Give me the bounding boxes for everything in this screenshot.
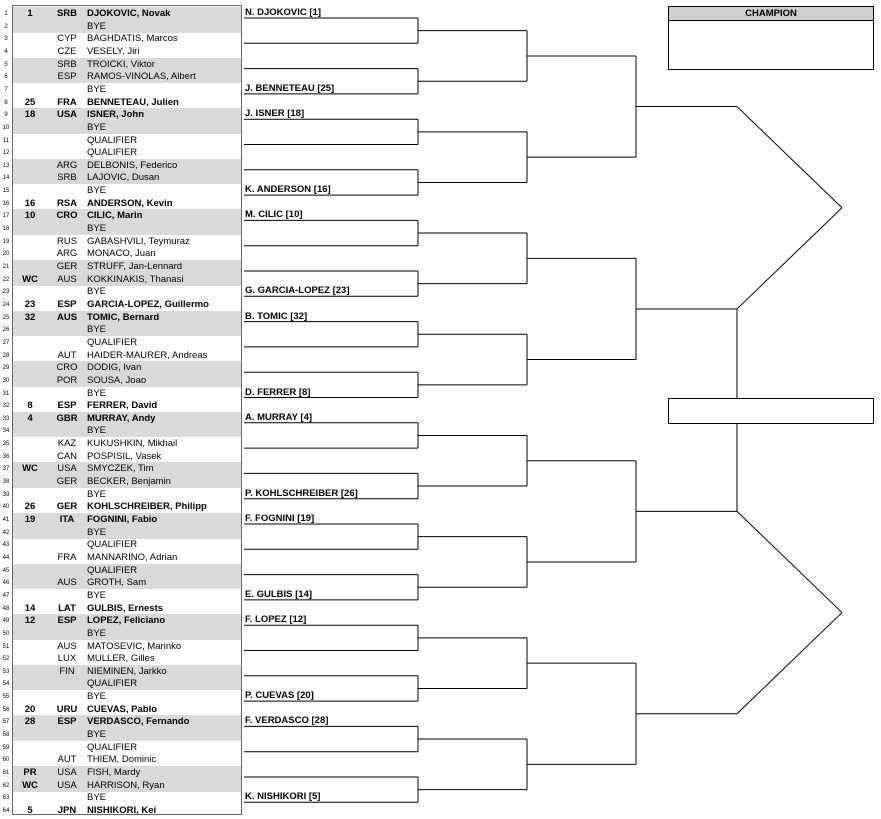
draw-position: 46 xyxy=(2,580,10,587)
draw-position: 25 xyxy=(2,314,10,321)
draw-position: 64 xyxy=(2,807,10,814)
country-code: GER xyxy=(56,261,78,272)
draw-position: 54 xyxy=(2,681,10,688)
champion-box xyxy=(668,6,874,70)
player-name: BYE xyxy=(87,589,107,601)
country-code: URU xyxy=(56,703,78,715)
draw-position: 19 xyxy=(2,238,10,245)
country-code: SRB xyxy=(57,172,77,184)
seed: 23 xyxy=(24,298,36,310)
draw-position: 60 xyxy=(2,757,10,764)
draw-position: 40 xyxy=(2,504,10,511)
semifinal-line xyxy=(737,613,842,714)
player-name: HAIDER-MAURER, Andreas xyxy=(87,349,208,361)
draw-position: 2 xyxy=(4,23,8,30)
country-code: CYP xyxy=(57,33,77,45)
player-name: STRUFF, Jan-Lennard xyxy=(87,261,183,272)
player-name: BECKER, Benjamin xyxy=(87,476,171,488)
draw-position: 8 xyxy=(4,99,8,106)
country-code: CRO xyxy=(56,362,78,374)
player-name: MURRAY, Andy xyxy=(87,412,156,424)
draw-position: 43 xyxy=(2,542,10,549)
draw-position: 63 xyxy=(2,795,10,802)
draw-position: 10 xyxy=(2,124,10,131)
draw-position: 12 xyxy=(2,150,10,157)
player-name: NISHIKORI, Kei xyxy=(87,804,157,816)
draw-position: 5 xyxy=(4,61,8,68)
round2-player: D. FERRER [8] xyxy=(245,386,311,398)
round2-player: P. KOHLSCHREIBER [26] xyxy=(245,487,358,499)
draw-position: 32 xyxy=(2,403,10,410)
draw-position: 48 xyxy=(2,605,10,612)
semifinal-line xyxy=(737,511,842,612)
round2-player: F. FOGNINI [19] xyxy=(245,513,315,524)
draw-position: 31 xyxy=(2,390,10,397)
player-name: POSPISIL, Vasek xyxy=(87,450,162,462)
seed: PR xyxy=(23,767,37,778)
draw-position: 1 xyxy=(4,11,8,17)
country-code: CAN xyxy=(56,450,78,462)
country-code: USA xyxy=(57,779,77,791)
draw-position: 16 xyxy=(2,200,10,207)
country-code: SRB xyxy=(56,8,78,19)
country-code: ESP xyxy=(57,400,77,412)
player-name: BYE xyxy=(87,20,107,32)
player-name: TROICKI, Viktor xyxy=(87,58,155,70)
player-name: BYE xyxy=(87,792,107,804)
player-name: KOHLSCHREIBER, Philipp xyxy=(87,501,207,513)
player-name: MATOSEVIC, Marinko xyxy=(87,640,182,652)
country-code: ARG xyxy=(56,159,78,171)
draw-position: 56 xyxy=(2,706,10,713)
player-name: FOGNINI, Fabio xyxy=(87,514,158,525)
player-name: GARCIA-LOPEZ, Guillermo xyxy=(87,298,209,310)
round2-player: A. MURRAY [4] xyxy=(245,411,313,423)
country-code: AUS xyxy=(57,640,77,652)
player-name: HARRISON, Ryan xyxy=(87,779,165,791)
draw-position: 33 xyxy=(2,415,10,422)
country-code: GER xyxy=(56,501,78,513)
seed: 16 xyxy=(24,197,36,209)
round2-player: B. TOMIC [32] xyxy=(245,310,308,322)
player-name: BYE xyxy=(87,121,107,133)
player-name: BYE xyxy=(87,286,107,298)
draw-position: 62 xyxy=(2,782,10,789)
player-name: RAMOS-VINOLAS, Albert xyxy=(87,71,196,83)
draw-position: 22 xyxy=(2,276,10,283)
draw-position: 20 xyxy=(2,251,10,258)
player-name: QUALIFIER xyxy=(87,564,138,576)
draw-position: 13 xyxy=(2,162,10,169)
player-name: BYE xyxy=(87,627,107,639)
draw-position: 14 xyxy=(2,175,10,182)
player-name: FISH, Mardy xyxy=(87,767,141,778)
player-name: BYE xyxy=(87,83,107,95)
country-code: USA xyxy=(57,463,77,475)
draw-position: 27 xyxy=(2,339,10,346)
draw-position: 6 xyxy=(4,74,8,81)
round2-player: K. NISHIKORI [5] xyxy=(245,791,321,803)
player-name: SOUSA, Joao xyxy=(87,374,147,386)
player-name: VESELY, Jiri xyxy=(87,45,140,57)
seed: 26 xyxy=(24,501,36,513)
player-name: GULBIS, Ernests xyxy=(87,602,164,614)
country-code: KAZ xyxy=(57,438,77,450)
draw-position: 35 xyxy=(2,441,10,448)
draw-position: 41 xyxy=(2,517,10,523)
seed: 10 xyxy=(24,210,36,222)
draw-position: 52 xyxy=(2,656,10,663)
round2-player: N. DJOKOVIC [1] xyxy=(245,7,322,18)
seed: WC xyxy=(22,463,38,475)
country-code: CZE xyxy=(57,45,77,57)
semifinal-line xyxy=(737,107,842,208)
draw-position: 28 xyxy=(2,352,10,359)
player-name: QUALIFIER xyxy=(87,336,138,348)
country-code: RSA xyxy=(56,197,78,209)
player-name: BYE xyxy=(87,324,107,336)
draw-position: 47 xyxy=(2,592,10,599)
seed: 5 xyxy=(27,804,33,816)
country-code: SRB xyxy=(57,58,77,70)
player-name: QUALIFIER xyxy=(87,741,138,753)
player-name: BYE xyxy=(87,223,107,235)
player-name: BYE xyxy=(87,488,107,500)
country-code: ITA xyxy=(59,514,75,525)
draw-position: 9 xyxy=(4,112,8,119)
player-name: SMYCZEK, Tim xyxy=(87,463,154,475)
draw-position: 53 xyxy=(2,668,10,675)
draw-position: 23 xyxy=(2,289,10,296)
player-name: QUALIFIER xyxy=(87,147,138,159)
player-name: BYE xyxy=(87,387,107,399)
country-code: GBR xyxy=(56,412,78,424)
country-code: ARG xyxy=(56,248,78,260)
player-name: TOMIC, Bernard xyxy=(87,311,160,323)
player-name: BYE xyxy=(87,526,107,538)
round2-player: M. CILIC [10] xyxy=(245,209,303,221)
draw-position: 42 xyxy=(2,529,10,536)
country-code: AUS xyxy=(56,311,78,323)
country-code: USA xyxy=(56,109,78,121)
player-name: DELBONIS, Federico xyxy=(87,159,178,171)
seed: 12 xyxy=(24,615,36,627)
player-name: QUALIFIER xyxy=(87,678,138,690)
seed: 1 xyxy=(27,8,33,19)
seed: WC xyxy=(22,273,38,285)
draw-position: 59 xyxy=(2,744,10,751)
seed: 20 xyxy=(24,703,36,715)
player-name: BYE xyxy=(87,729,107,741)
draw-position: 58 xyxy=(2,732,10,739)
final-winner-box xyxy=(668,398,874,424)
country-code: FRA xyxy=(57,551,77,563)
draw-position: 61 xyxy=(2,770,10,776)
draw-position: 24 xyxy=(2,301,10,308)
country-code: LUX xyxy=(57,653,77,665)
player-name: BYE xyxy=(87,425,107,437)
draw-position: 21 xyxy=(2,264,10,270)
country-code: AUT xyxy=(57,754,77,766)
player-name: CUEVAS, Pablo xyxy=(87,703,158,715)
player-name: BYE xyxy=(87,185,107,197)
draw-position: 38 xyxy=(2,479,10,486)
player-name: MULLER, Gilles xyxy=(87,653,155,665)
player-name: NIEMINEN, Jarkko xyxy=(87,665,167,677)
country-code: FIN xyxy=(59,665,75,677)
draw-position: 49 xyxy=(2,618,10,625)
player-name: BAGHDATIS, Marcos xyxy=(87,33,178,45)
player-name: GABASHVILI, Teymuraz xyxy=(87,235,190,247)
player-name: DODIG, Ivan xyxy=(87,362,142,374)
seed: WC xyxy=(22,779,38,791)
country-code: ESP xyxy=(57,298,77,310)
country-code: AUS xyxy=(57,273,77,285)
draw-position: 36 xyxy=(2,453,10,460)
draw-position: 17 xyxy=(2,213,10,220)
draw-position: 15 xyxy=(2,188,10,195)
country-code: LAT xyxy=(58,602,76,614)
country-code: POR xyxy=(56,374,78,386)
seed: 19 xyxy=(24,514,36,525)
round2-player: J. ISNER [18] xyxy=(245,108,305,120)
draw-position: 34 xyxy=(2,428,10,435)
round2-player: E. GULBIS [14] xyxy=(245,588,313,600)
draw-position: 45 xyxy=(2,567,10,574)
draw-position: 4 xyxy=(4,48,8,55)
draw-position: 3 xyxy=(4,36,8,43)
champion-header: CHAMPION xyxy=(669,7,873,21)
semifinal-line xyxy=(737,208,842,309)
player-name: QUALIFIER xyxy=(87,539,138,551)
round2-player: F. LOPEZ [12] xyxy=(245,614,307,626)
player-name: FERRER, David xyxy=(87,400,158,412)
player-name: BENNETEAU, Julien xyxy=(87,96,179,108)
seed: 14 xyxy=(24,602,36,614)
player-name: KUKUSHKIN, Mikhail xyxy=(87,438,178,450)
player-name: VERDASCO, Fernando xyxy=(87,716,190,728)
draw-position: 44 xyxy=(2,554,10,561)
round2-player: K. ANDERSON [16] xyxy=(245,184,331,196)
player-name: LAJOVIC, Dusan xyxy=(87,172,160,184)
country-code: AUS xyxy=(57,577,77,589)
draw-position: 50 xyxy=(2,630,10,637)
draw-position: 7 xyxy=(4,86,8,93)
seed: 8 xyxy=(27,400,33,412)
country-code: GER xyxy=(56,476,78,488)
player-name: CILIC, Marin xyxy=(87,210,143,222)
country-code: USA xyxy=(57,767,77,778)
draw-position: 30 xyxy=(2,377,10,384)
country-code: CRO xyxy=(56,210,78,222)
draw-position: 51 xyxy=(2,643,10,650)
draw-position: 29 xyxy=(2,365,10,372)
draw-position: 37 xyxy=(2,466,10,473)
draw-position: 39 xyxy=(2,491,10,498)
player-name: DJOKOVIC, Novak xyxy=(87,8,171,19)
player-name: MONACO, Juan xyxy=(87,248,156,260)
country-code: AUT xyxy=(57,349,77,361)
draw-position: 11 xyxy=(2,137,10,144)
player-name: QUALIFIER xyxy=(87,134,138,146)
round2-player: F. VERDASCO [28] xyxy=(245,715,329,727)
country-code: ESP xyxy=(57,615,77,627)
seed: 28 xyxy=(24,716,36,728)
draw-position: 18 xyxy=(2,226,10,233)
draw-position: 57 xyxy=(2,719,10,726)
seed: 4 xyxy=(27,412,33,424)
player-name: THIEM, Dominic xyxy=(87,754,157,766)
country-code: JPN xyxy=(57,804,77,816)
draw-position: 55 xyxy=(2,694,10,701)
player-name: BYE xyxy=(87,691,107,703)
seed: 18 xyxy=(24,109,36,121)
player-name: GROTH, Sam xyxy=(87,577,147,589)
round2-player: G. GARCIA-LOPEZ [23] xyxy=(245,285,350,297)
player-name: ANDERSON, Kevin xyxy=(87,197,173,209)
country-code: RUS xyxy=(56,235,78,247)
player-name: MANNARINO, Adrian xyxy=(87,551,178,563)
country-code: FRA xyxy=(57,96,77,108)
round2-player: P. CUEVAS [20] xyxy=(245,690,314,702)
round2-player: J. BENNETEAU [25] xyxy=(245,82,335,94)
player-name: LOPEZ, Feliciano xyxy=(87,615,166,627)
draw-position: 26 xyxy=(2,327,10,334)
player-name: KOKKINAKIS, Thanasi xyxy=(87,273,184,285)
player-name: ISNER, John xyxy=(87,109,145,121)
seed: 25 xyxy=(24,96,36,108)
country-code: ESP xyxy=(57,71,77,83)
seed: 32 xyxy=(24,311,36,323)
country-code: ESP xyxy=(57,716,77,728)
